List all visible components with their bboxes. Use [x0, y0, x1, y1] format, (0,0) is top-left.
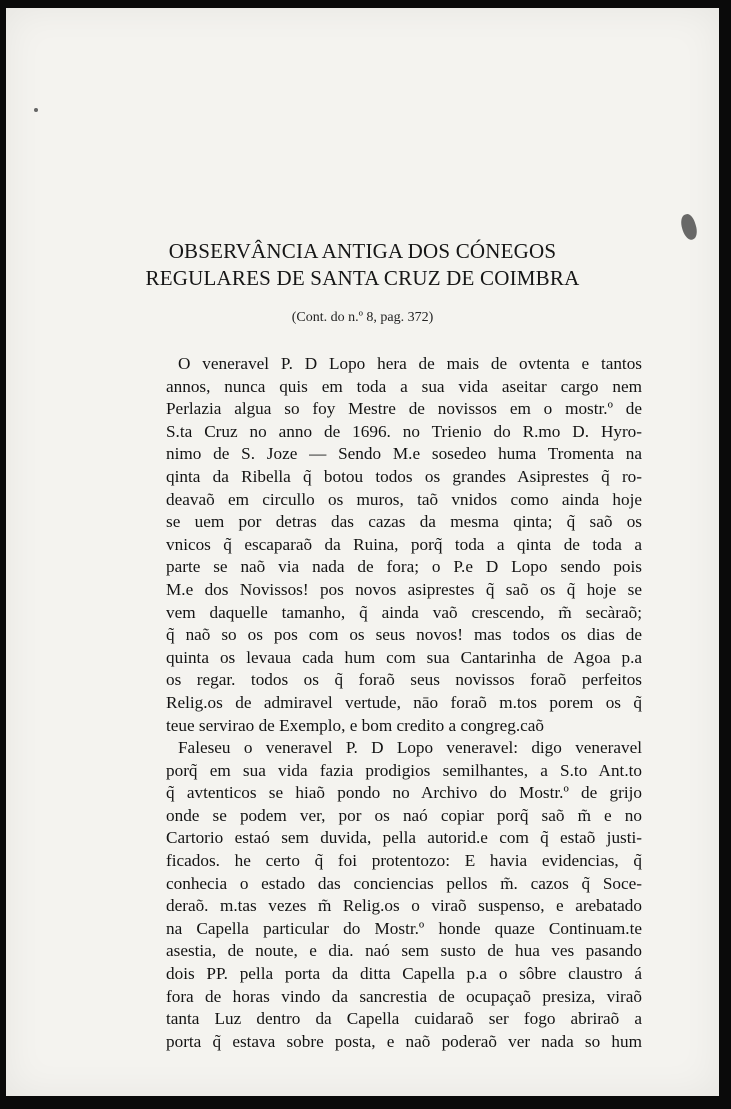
text-line: M.e dos Novissos! pos novos asiprestes q̃ saõ os q̃ hoje se — [166, 579, 642, 599]
text-line: se uem por detras das cazas da mesma qinta; q̃ saõ os — [166, 512, 642, 532]
text-line: fora de horas vindo da sancrestia de ocupaçaõ presiza, viraõ — [166, 986, 642, 1006]
text-line: O veneravel P. D Lopo hera de mais de ovtenta e tantos — [178, 354, 642, 373]
scanned-page — [6, 8, 719, 1096]
text-line: deraõ. m.tas vezes m̃ Relig.os o viraõ suspenso, e arebatado — [166, 896, 642, 916]
title-line-1: OBSERVÂNCIA ANTIGA DOS CÓNEGOS — [168, 239, 557, 263]
text-line: annos, nunca quis em toda a sua vida aseitar cargo nem — [166, 376, 642, 396]
speck — [34, 108, 38, 112]
text-line: qinta da Ribella q̃ botou todos os grandes Asiprestes q̃ ro- — [166, 466, 642, 486]
text-line: porta q̃ estava sobre posta, e naõ poderaõ ver nada so hum — [166, 1031, 642, 1051]
text-line: nimo de S. Joze — Sendo M.e sosedeo huma Tromenta na — [166, 444, 642, 464]
article-title — [6, 238, 719, 292]
text-line: os regar. todos os q̃ foraõ seus novissos foraõ perfeitos — [166, 670, 642, 690]
text-line: porq̃ em sua vida fazia prodigios semilhantes, a S.to Ant.to — [166, 760, 642, 780]
text-line: teue servirao de Exemplo, e bom credito a congreg.caõ — [166, 715, 544, 735]
text-line: conhecia o estado das conciencias pellos m̃. cazos q̃ Soce- — [166, 873, 642, 893]
text-line: q̃ avtenticos se hiaõ pondo no Archivo do Mostr.º de grijo — [166, 783, 642, 803]
text-line: onde se podem ver, por os naó copiar porq̃ saõ m̃ e no — [166, 805, 642, 825]
text-line: parte se naõ via nada de fora; o P.e D Lopo sendo pois — [166, 557, 642, 577]
text-line: Faleseu o veneravel P. D Lopo veneravel: digo veneravel — [178, 738, 642, 758]
text-line: quinta os levaua cada hum com sua Cantarinha de Agoa p.a — [166, 647, 642, 667]
text-line: Perlazia algua so foy Mestre de novissos em o mostr.º de — [166, 399, 642, 419]
text-line: dois PP. pella porta da ditta Capella p.a o sôbre claustro á — [166, 964, 642, 984]
text-line: vem daquelle tamanho, q̃ ainda vaõ crescendo, m̃ secàraõ; — [166, 602, 642, 622]
text-line: tanta Luz dentro da Capella cuidaraõ ser fogo abriraõ a — [166, 1009, 642, 1029]
text-line: q̃ naõ so os pos com os seus novos! mas todos os dias de — [166, 625, 642, 645]
text-line: S.ta Cruz no anno de 1696. no Trienio do R.mo D. Hyro- — [166, 421, 642, 441]
text-line: na Capella particular do Mostr.º honde quaze Continuam.te — [166, 918, 642, 938]
text-line: ficados. he certo q̃ foi protentozo: E havia evidencias, q̃ — [166, 851, 642, 871]
text-line: deavaõ em circullo os muros, taõ vnidos como ainda hoje — [166, 489, 642, 509]
text-line: Cartorio estaó sem duvida, pella autorid.e com q̃ estaõ justi- — [166, 828, 642, 848]
body-text — [166, 353, 642, 1053]
title-line-2: REGULARES DE SANTA CRUZ DE COIMBRA — [145, 266, 580, 290]
text-line: asestia, de noute, e dia. naó sem susto de hua ves pasando — [166, 941, 642, 961]
text-line: Relig.os de admiravel vertude, nāo foraõ m.tos porem os q̃ — [166, 692, 642, 712]
text-line: vnicos q̃ escaparaõ da Ruina, porq̃ toda a qinta de toda a — [166, 534, 642, 554]
continuation-reference: (Cont. do n.º 8, pag. 372) — [291, 310, 434, 325]
